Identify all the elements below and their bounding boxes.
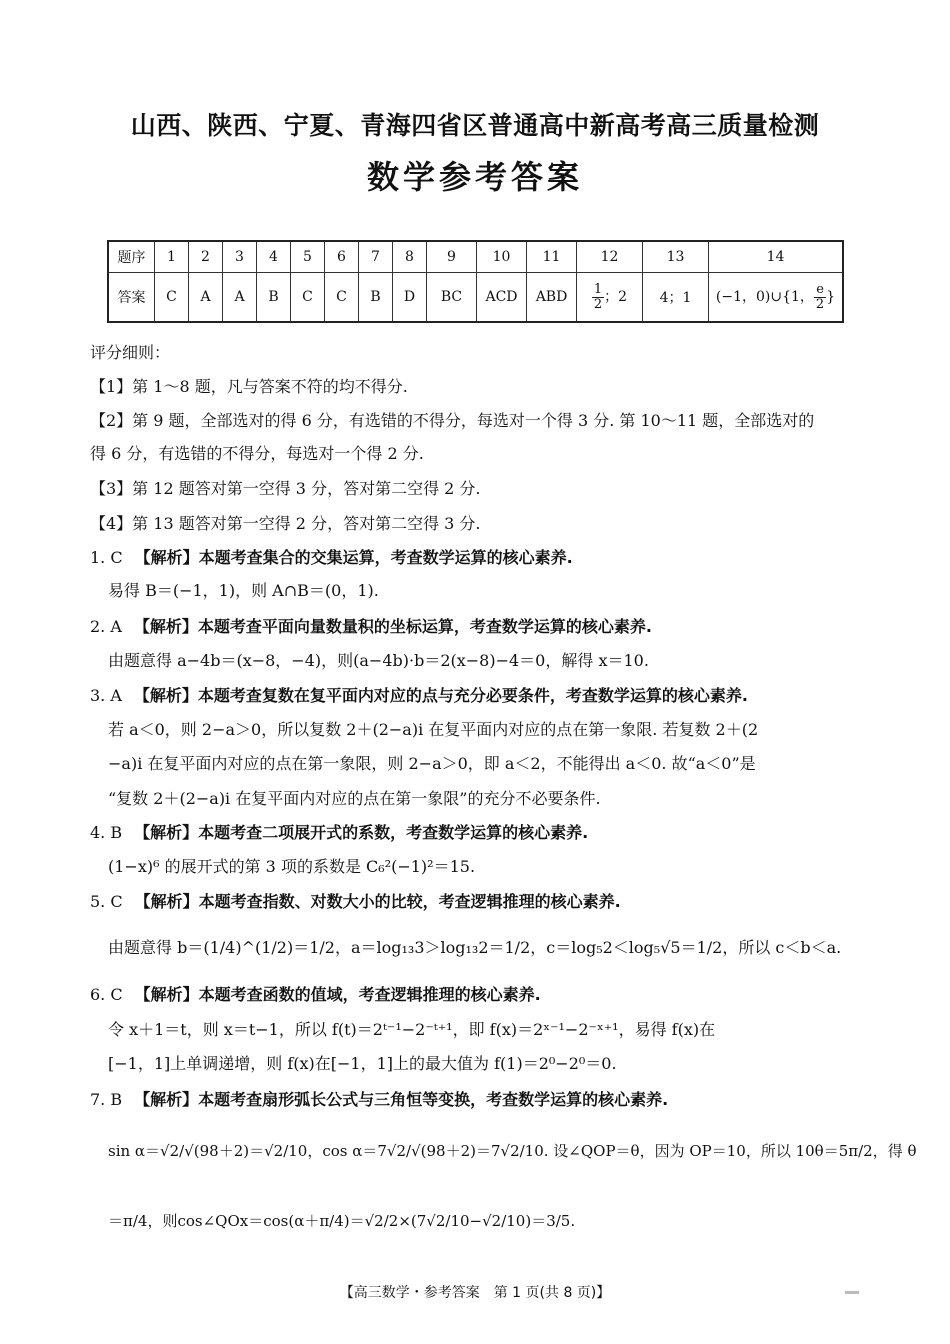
question-heading: 2. A 【解析】本题考查平面向量数量积的坐标运算，考查数学运算的核心素养. (90, 617, 652, 636)
answer-cell-12: $\frac{1}{2}$ ；2 (577, 273, 643, 323)
answer-cell: C (155, 273, 189, 323)
solution-text: 令 x＋1＝t，则 x＝t−1，所以 f(t)＝2ᵗ⁻¹−2⁻ᵗ⁺¹，即 f(x)＝2ˣ⁻¹−2⁻ˣ⁺¹，易得 f(x)在 (108, 1020, 716, 1039)
question-number: 11 (527, 241, 577, 273)
question-number: 13 (643, 241, 709, 273)
solution-text: ＝π/4，则cos∠QOx＝cos(α＋π/4)＝√2/2×(7√2/10−√2/10)＝3/5. (108, 1212, 576, 1230)
question-number: 5 (291, 241, 325, 273)
question-heading: 6. C 【解析】本题考查函数的值域，考查逻辑推理的核心素养. (90, 985, 541, 1004)
solution-text: 由题意得 b＝(1/4)^(1/2)＝1/2，a＝log₁₃3＞log₁₃2＝1/2，c＝log₅2＜log₅√5＝1/2，所以 c＜b＜a. (108, 938, 842, 957)
question-number: 14 (709, 241, 844, 273)
answer-cell: D (393, 273, 427, 323)
solution-text: sin α＝√2/√(98＋2)＝√2/10，cos α＝7√2/√(98＋2)＝7√2/10. 设∠QOP＝θ，因为 OP＝10，所以 10θ＝5π/2，得 θ (108, 1142, 917, 1160)
solution-text: “复数 2＋(2−a)i 在复平面内对应的点在第一象限”的充分不必要条件. (108, 789, 601, 808)
question-number: 10 (477, 241, 527, 273)
answer-cell: ACD (477, 273, 527, 323)
question-heading: 7. B 【解析】本题考查扇形弧长公式与三角恒等变换，考查数学运算的核心素养. (90, 1090, 669, 1109)
question-number: 9 (427, 241, 477, 273)
question-heading: 3. A 【解析】本题考查复数在复平面内对应的点与充分必要条件，考查数学运算的核心素养. (90, 686, 748, 705)
document-title: 山西、陕西、宁夏、青海四省区普通高中新高考高三质量检测 (130, 111, 820, 140)
scoring-rule: 【3】第 12 题答对第一空得 3 分，答对第二空得 2 分. (90, 479, 481, 498)
question-heading: 1. C 【解析】本题考查集合的交集运算，考查数学运算的核心素养. (90, 548, 573, 567)
solution-text: [−1，1]上单调递增，则 f(x)在[−1，1]上的最大值为 f(1)＝2⁰−2⁰＝0. (108, 1054, 617, 1073)
solution-text: 由题意得 a−4b＝(x−8，−4)，则(a−4b)·b＝2(x−8)−4＝0，解得 x＝10. (108, 651, 649, 670)
answer-cell: ABD (527, 273, 577, 323)
solution-text: −a)i 在复平面内对应的点在第一象限，则 2−a＞0，即 a＜2，不能得出 a＜0. 故“a＜0”是 (108, 754, 756, 773)
question-number: 8 (393, 241, 427, 273)
solution-text: 易得 B＝(−1，1)，则 A∩B＝(0，1). (108, 581, 379, 600)
row-label-answer: 答案 (108, 273, 155, 323)
question-heading: 4. B 【解析】本题考查二项展开式的系数，考查数学运算的核心素养. (90, 823, 589, 842)
answer-cell: B (257, 273, 291, 323)
answer-cell: BC (427, 273, 477, 323)
page-footer: 【高三数学・参考答案 第 1 页(共 8 页)】 (339, 1285, 611, 1301)
answer-table (107, 240, 844, 323)
answer-cell: A (189, 273, 223, 323)
answer-cell-14: (−1，0)∪{1， $\frac{e}{2}$ } (709, 273, 844, 323)
table-row (108, 241, 843, 273)
scoring-rule: 【2】第 9 题，全部选对的得 6 分，有选错的不得分，每选对一个得 3 分. 第 10～11 题，全部选对的 (90, 411, 815, 430)
answer-cell: A (223, 273, 257, 323)
page-mark (845, 1291, 859, 1294)
solution-text: 若 a＜0，则 2−a＞0，所以复数 2＋(2−a)i 在复平面内对应的点在第一象限. 若复数 2＋(2 (108, 720, 759, 739)
row-label-question: 题序 (108, 241, 155, 273)
scoring-rule: 得 6 分，有选错的不得分，每选对一个得 2 分. (90, 444, 424, 463)
question-number: 7 (359, 241, 393, 273)
scoring-rule: 【1】第 1～8 题，凡与答案不符的均不得分. (90, 377, 408, 396)
document-subtitle: 数学参考答案 (366, 158, 583, 196)
question-number: 1 (155, 241, 189, 273)
fraction: $\frac{e}{2}$ (815, 281, 825, 312)
scoring-rule: 【4】第 13 题答对第一空得 2 分，答对第二空得 3 分. (90, 514, 481, 533)
question-number: 4 (257, 241, 291, 273)
fraction: $\frac{1}{2}$ (593, 281, 603, 312)
solution-text: (1−x)⁶ 的展开式的第 3 项的系数是 C₆²(−1)²＝15. (108, 857, 476, 876)
question-heading: 5. C 【解析】本题考查指数、对数大小的比较，考查逻辑推理的核心素养. (90, 892, 621, 911)
answer-cell-13: 4；1 (643, 273, 709, 323)
question-number: 12 (577, 241, 643, 273)
question-number: 2 (189, 241, 223, 273)
table-row (108, 273, 843, 323)
scoring-heading: 评分细则： (90, 343, 171, 362)
answer-cell: C (325, 273, 359, 323)
question-number: 6 (325, 241, 359, 273)
question-number: 3 (223, 241, 257, 273)
answer-cell: B (359, 273, 393, 323)
answer-cell: C (291, 273, 325, 323)
